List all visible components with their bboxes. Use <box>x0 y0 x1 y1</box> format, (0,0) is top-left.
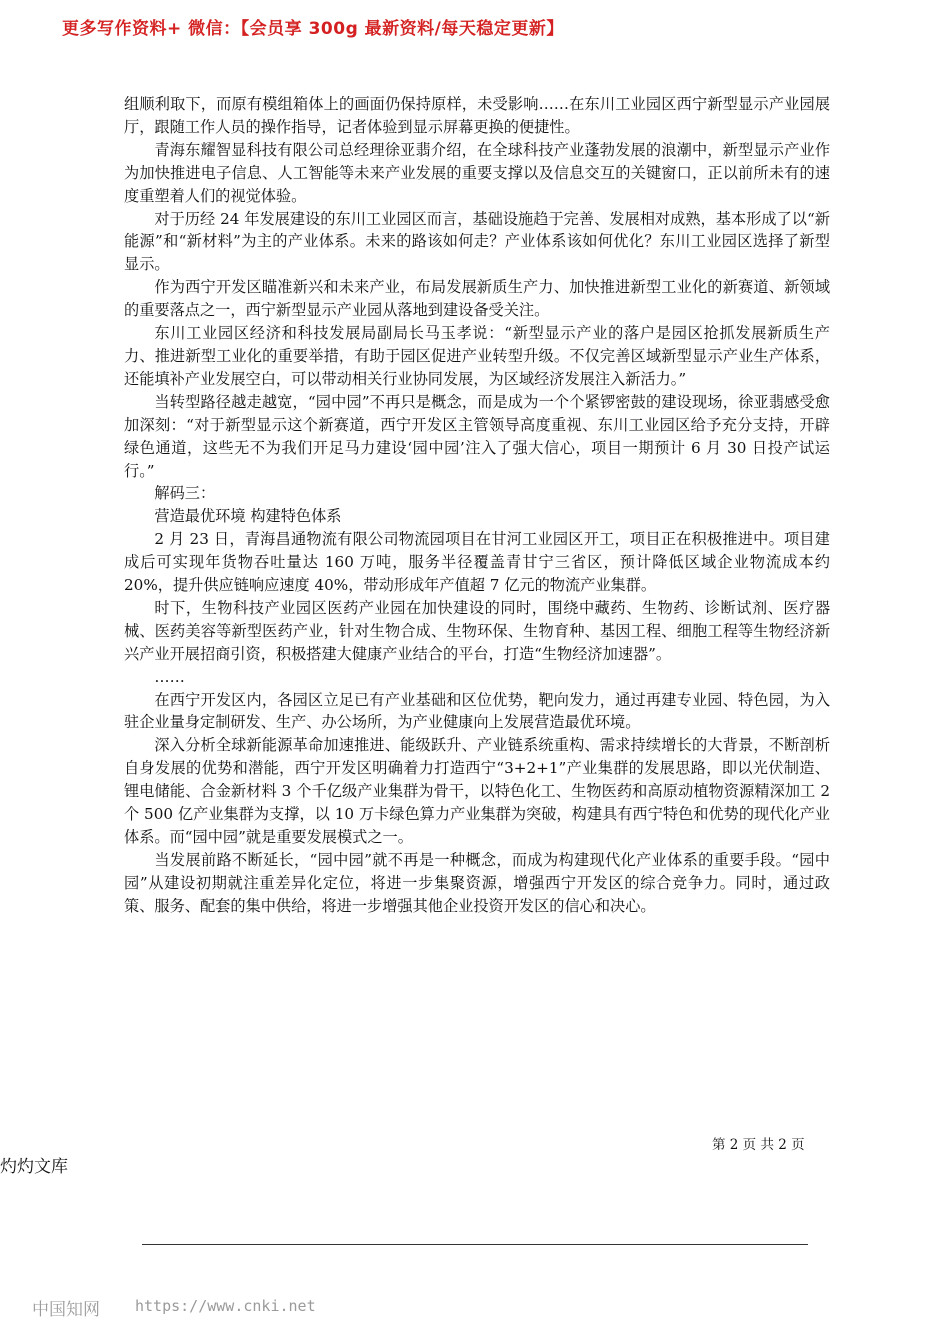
footer-brand: 中国知网 <box>32 1300 100 1320</box>
paragraph: 当转型路径越走越宽，“园中园”不再只是概念，而是成为一个个紧锣密鼓的建设现场，徐亚翡感受愈加深刻：“对于新型显示这个新赛道，西宁开发区主管领导高度重视、东川工业园区给予充分支持，开辟绿色通道，这些无不为我们开足马力建设‘园中园’注入了强大信心，项目一期预计 6 月 30 日投产试运行。” <box>124 392 830 480</box>
article-body <box>124 93 830 918</box>
section-heading: 营造最优环境 构建特色体系 <box>154 507 342 526</box>
paragraph: 2 月 23 日，青海昌通物流有限公司物流园项目在甘河工业园区开工，项目正在积极推进中。项目建成后可实现年货物吞吐量达 160 万吨，服务半径覆盖青甘宁三省区，预计降低区域企业物流成本约 20%，提升供应链响应速度 40%，带动形成年产值超 7 亿元的物流产业集群。 <box>124 530 830 595</box>
paragraph: 当发展前路不断延长，“园中园”就不再是一种概念，而成为构建现代化产业体系的重要手段。“园中园”从建设初期就注重差异化定位，将进一步集聚资源，增强西宁开发区的综合竞争力。同时，通过政策、服务、配套的集中供给，将进一步增强其他企业投资开发区的信心和决心。 <box>124 850 830 915</box>
paragraph: 时下，生物科技产业园区医药产业园在加快建设的同时，围绕中藏药、生物药、诊断试剂、医疗器械、医药美容等新型医药产业，针对生物合成、生物环保、生物育种、基因工程、细胞工程等生物经济新兴产业开展招商引资，积极搭建大健康产业结合的平台，打造“生物经济加速器”。 <box>124 598 830 663</box>
paragraph: 对于历经 24 年发展建设的东川工业园区而言，基础设施趋于完善、发展相对成熟，基本形成了以“新能源”和“新材料”为主的产业体系。未来的路该如何走？产业体系该如何优化？东川工业园区选择了新型显示。 <box>124 209 830 274</box>
paragraph: 东川工业园区经济和科技发展局副局长马玉孝说：“新型显示产业的落户是园区抢抓发展新质生产力、推进新型工业化的重要举措，有助于园区促进产业转型升级。不仅完善区域新型显示产业生产体系，还能填补产业发展空白，可以带动相关行业协同发展，为区域经济发展注入新活力。” <box>124 324 830 388</box>
paragraph: 组顺利取下，而原有模组箱体上的画面仍保持原样，未受影响……在东川工业园区西宁新型显示产业园展厅，跟随工作人员的操作指导，记者体验到显示屏幕更换的便捷性。 <box>124 95 830 136</box>
paragraph: 在西宁开发区内，各园区立足已有产业基础和区位优势，靶向发力，通过再建专业园、特色园，为入驻企业量身定制研发、生产、办公场所，为产业健康向上发展营造最优环境。 <box>124 690 830 732</box>
ellipsis-line: …… <box>154 667 185 686</box>
footer-divider <box>142 1244 808 1245</box>
library-name: 灼灼文库 <box>0 1157 68 1177</box>
paragraph: 作为西宁开发区瞄准新兴和未来产业，布局发展新质生产力、加快推进新型工业化的新赛道、新领域的重要落点之一，西宁新型显示产业园从落地到建设备受关注。 <box>124 278 830 320</box>
footer-url-link[interactable]: https://www.cnki.net <box>135 1297 316 1315</box>
section-label: 解码三： <box>154 484 216 503</box>
paragraph: 青海东耀智显科技有限公司总经理徐亚翡介绍，在全球科技产业蓬勃发展的浪潮中，新型显示产业作为加快推进电子信息、人工智能等未来产业发展的重要支撑以及信息交互的关键窗口，正以前所未有的速度重塑着人们的视觉体验。 <box>124 140 830 205</box>
page-number: 第 2 页 共 2 页 <box>712 1137 805 1153</box>
paragraph: 深入分析全球新能源革命加速推进、能级跃升、产业链系统重构、需求持续增长的大背景，不断剖析自身发展的优势和潜能，西宁开发区明确着力打造西宁“3+2+1”产业集群的发展思路，即以光伏制造、锂电储能、合金新材料 3 个千亿级产业集群为骨干，以特色化工、生物医药和高原动植物资源精深加工 2 个 500 亿产业集群为支撑，以 10 万卡绿色算力产业集群为突破，构建具有西宁特色和优势的现代化产业体系。而“园中园”就是重要发展模式之一。 <box>124 736 830 846</box>
promo-banner: 更多写作资料+ 微信：【会员享 300g 最新资料/每天稳定更新】 <box>62 19 564 39</box>
